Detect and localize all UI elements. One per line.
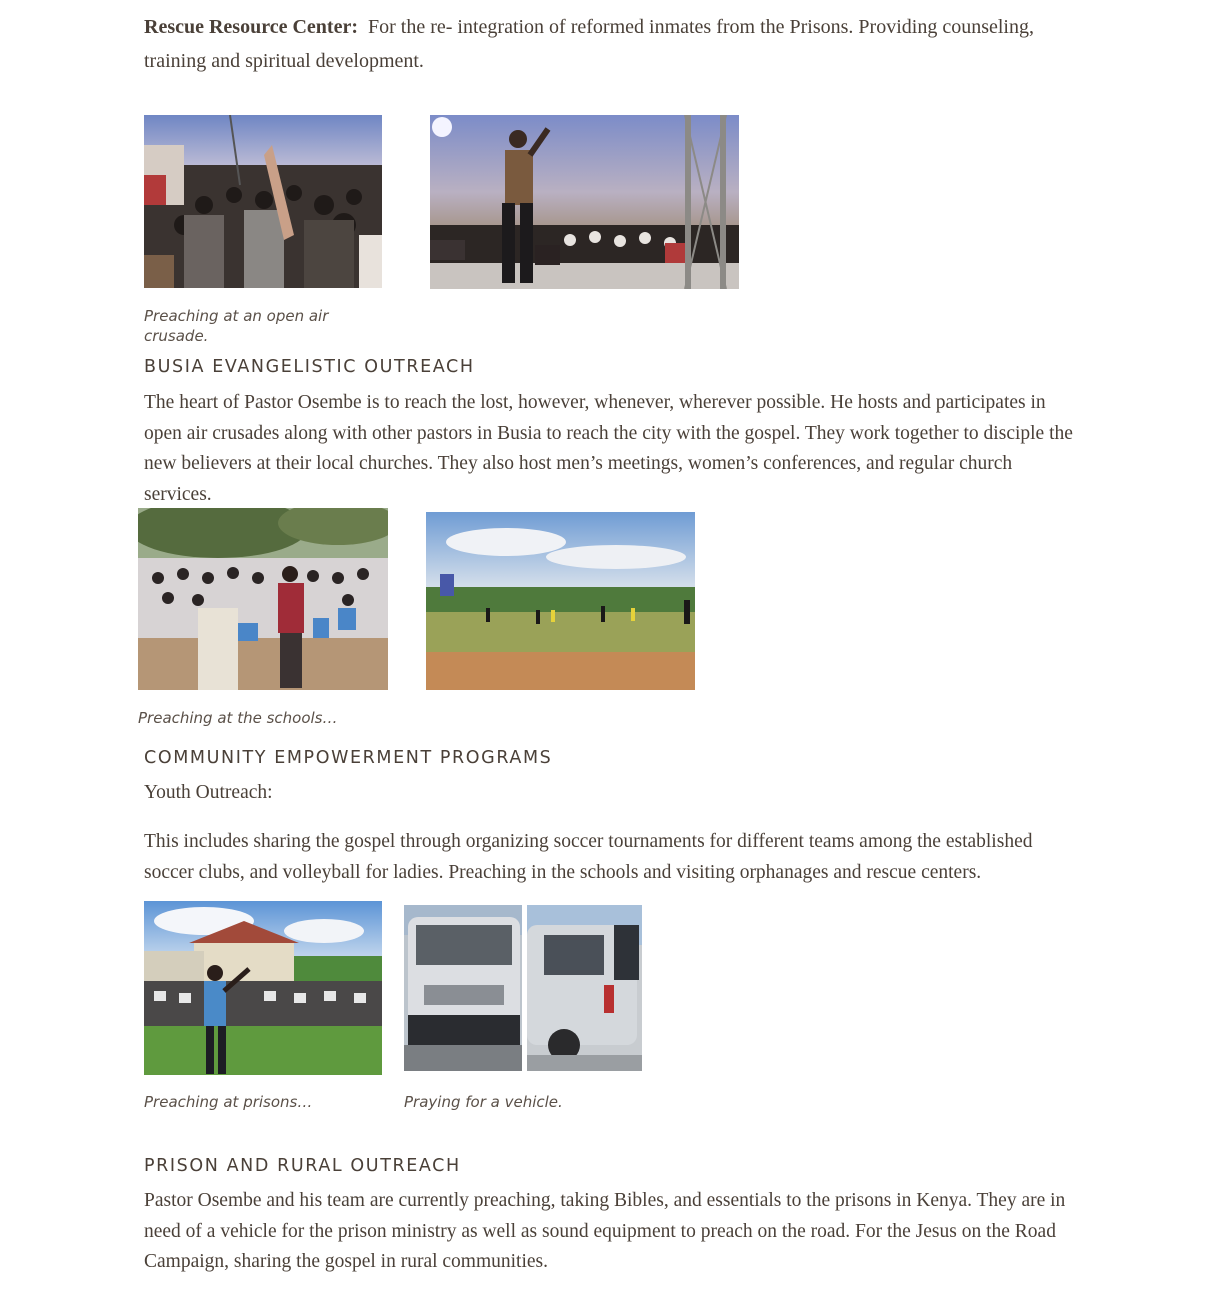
- vehicles-photo: [404, 905, 642, 1071]
- vehicle-caption: Praying for a vehicle.: [404, 1093, 563, 1111]
- prisons-photo: [144, 901, 382, 1075]
- schools-caption: Preaching at the schools…: [138, 709, 338, 727]
- prison-body: Pastor Osembe and his team are currently preaching, taking Bibles, and essentials to the prisons in Kenya. They are in need of a vehicle for the prison ministry as well as sound equipment to preach on the road. For the Jesus on the Road Campaign, sharing the gospel in rural communities.: [144, 1190, 1066, 1272]
- rescue-label: Rescue Resource Center:: [144, 16, 358, 38]
- community-heading: COMMUNITY EMPOWERMENT PROGRAMS: [144, 748, 553, 768]
- rescue-text: For the re- integration of reformed inmates from the Prisons. Providing counseling, training and spiritual development.: [144, 16, 1034, 72]
- schools-photo: [138, 508, 388, 690]
- busia-heading: BUSIA EVANGELISTIC OUTREACH: [144, 357, 475, 377]
- crusade-caption: Preaching at an open air crusade.: [144, 307, 329, 345]
- crusade-crowd-photo: [144, 115, 382, 288]
- prisons-caption: Preaching at prisons…: [144, 1093, 313, 1111]
- prison-heading: PRISON AND RURAL OUTREACH: [144, 1156, 461, 1176]
- community-body: This includes sharing the gospel through organizing soccer tournaments for different teams among the established soccer clubs, and volleyball for ladies. Preaching in the schools and visiting orphanages and rescue centers.: [144, 831, 1033, 883]
- soccer-field-photo: [426, 512, 695, 690]
- youth-outreach-label: Youth Outreach:: [144, 782, 273, 803]
- busia-body: The heart of Pastor Osembe is to reach the lost, however, whenever, wherever possible. He hosts and participates in open air crusades along with other pastors in Busia to reach the city with the gospel. They work together to disciple the new believers at their local churches. They also host men’s meetings, women’s conferences, and regular church services.: [144, 392, 1073, 505]
- rescue-paragraph: [144, 10, 1044, 78]
- preacher-stage-photo: [430, 115, 739, 289]
